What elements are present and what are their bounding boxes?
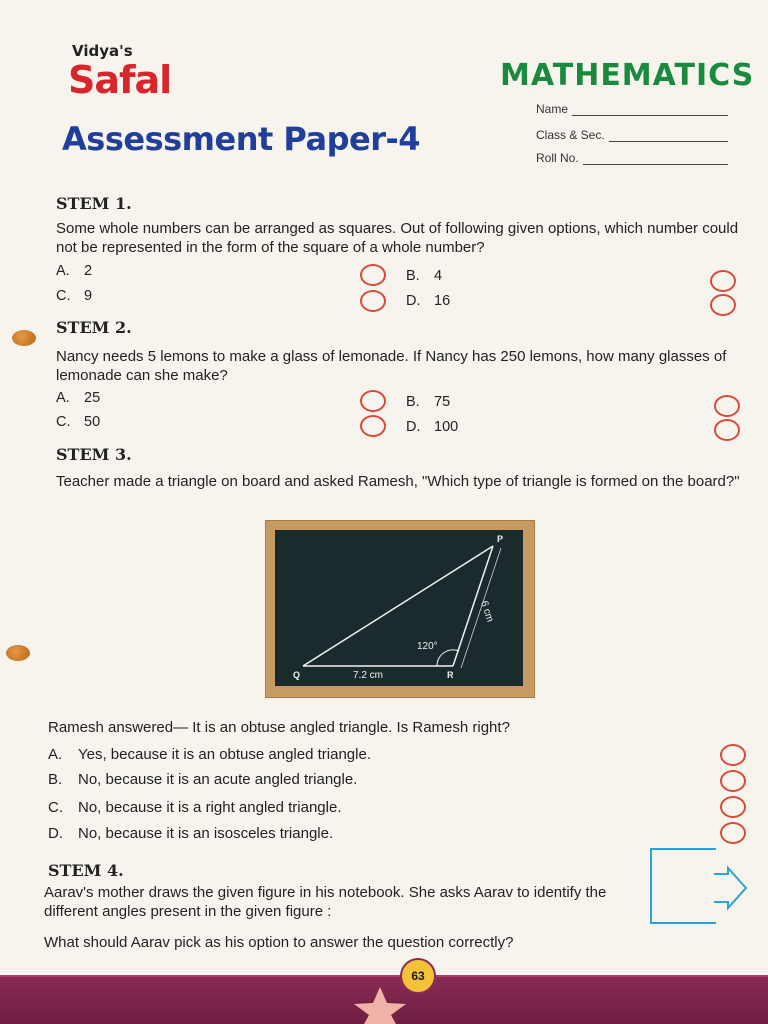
stem-3-followup: Ramesh answered— It is an obtuse angled triangle. Is Ramesh right?	[48, 719, 510, 736]
chalkboard	[275, 530, 523, 686]
name-label: Name	[536, 102, 569, 116]
paper-title: Assessment Paper-4	[62, 120, 421, 158]
stem-2-option-c: C. 50	[56, 414, 101, 430]
stem-1-option-a: A. 2	[56, 263, 93, 279]
stem-1-option-b: B. 4	[406, 268, 443, 284]
stem-2-option-d: D. 100	[406, 419, 459, 435]
stem-2-option-b: B. 75	[406, 394, 451, 410]
stem-2-option-a: A. 25	[56, 390, 101, 406]
stem-1-option-b-radio[interactable]	[710, 270, 736, 292]
subject-title: MATHEMATICS	[500, 58, 755, 93]
stem-2-option-c-radio[interactable]	[360, 415, 386, 437]
page-number: 63	[400, 958, 436, 994]
angle-r-label: 120°	[417, 641, 438, 652]
stem-4-question: Aarav's mother draws the given figure in his notebook. She asks Aarav to identify the different angles present in the given figure :	[44, 884, 607, 920]
side-qr-label: 7.2 cm	[353, 670, 384, 681]
stem-1-option-d-radio[interactable]	[710, 294, 736, 316]
stem-4-followup: What should Aarav pick as his option to answer the question correctly?	[44, 934, 514, 951]
vertex-q-label: Q	[293, 670, 301, 680]
stem-2-option-b-radio[interactable]	[714, 395, 740, 417]
stem-4-figure	[650, 848, 716, 924]
stem-1-question: Some whole numbers can be arranged as squares. Out of following given options, which number could not be represented in the form of the square of a whole number?	[56, 220, 739, 256]
stem-3-option-d: D. No, because it is an isosceles triangle.	[48, 825, 334, 842]
roll-field[interactable]	[536, 151, 728, 165]
stem-3-title: STEM 3.	[56, 445, 132, 464]
vertex-p-label: P	[497, 534, 504, 544]
star-icon	[350, 985, 410, 1024]
stem-1-title: STEM 1.	[56, 194, 132, 213]
stem-3-option-c-radio[interactable]	[720, 796, 746, 818]
stem-3-option-a: A. Yes, because it is an obtuse angled triangle.	[48, 746, 371, 763]
stem-2-title: STEM 2.	[56, 318, 132, 337]
name-field[interactable]	[536, 102, 728, 116]
stem-1-option-d: D. 16	[406, 293, 451, 309]
binder-hole-icon	[6, 645, 30, 661]
stem-3-option-d-radio[interactable]	[720, 822, 746, 844]
triangle-figure	[275, 530, 523, 686]
footer-divider	[0, 965, 768, 977]
stem-2-option-d-radio[interactable]	[714, 419, 740, 441]
brand-small: Vidya's	[72, 42, 133, 60]
stem-3-option-b: B. No, because it is an acute angled triangle.	[48, 771, 358, 788]
roll-label: Roll No.	[536, 151, 579, 165]
class-field[interactable]	[536, 128, 728, 142]
arrow-shape-icon	[712, 866, 752, 910]
stem-2-question: Nancy needs 5 lemons to make a glass of lemonade. If Nancy has 250 lemons, how many glasses of lemonade can she make?	[56, 348, 727, 384]
side-pr-label: 6 cm	[478, 599, 496, 624]
binder-hole-icon	[12, 330, 36, 346]
stem-2-option-a-radio[interactable]	[360, 390, 386, 412]
stem-1-option-c-radio[interactable]	[360, 290, 386, 312]
stem-3-option-a-radio[interactable]	[720, 744, 746, 766]
brand-logo: Safal	[68, 58, 172, 102]
stem-3-option-b-radio[interactable]	[720, 770, 746, 792]
stem-1-option-a-radio[interactable]	[360, 264, 386, 286]
class-label: Class & Sec.	[536, 128, 605, 142]
stem-3-option-c: C. No, because it is a right angled triangle.	[48, 799, 342, 816]
stem-1-option-c: C. 9	[56, 288, 93, 304]
vertex-r-label: R	[447, 670, 454, 680]
stem-4-title: STEM 4.	[48, 861, 124, 880]
stem-3-question: Teacher made a triangle on board and asked Ramesh, "Which type of triangle is formed on the board?"	[56, 473, 740, 490]
